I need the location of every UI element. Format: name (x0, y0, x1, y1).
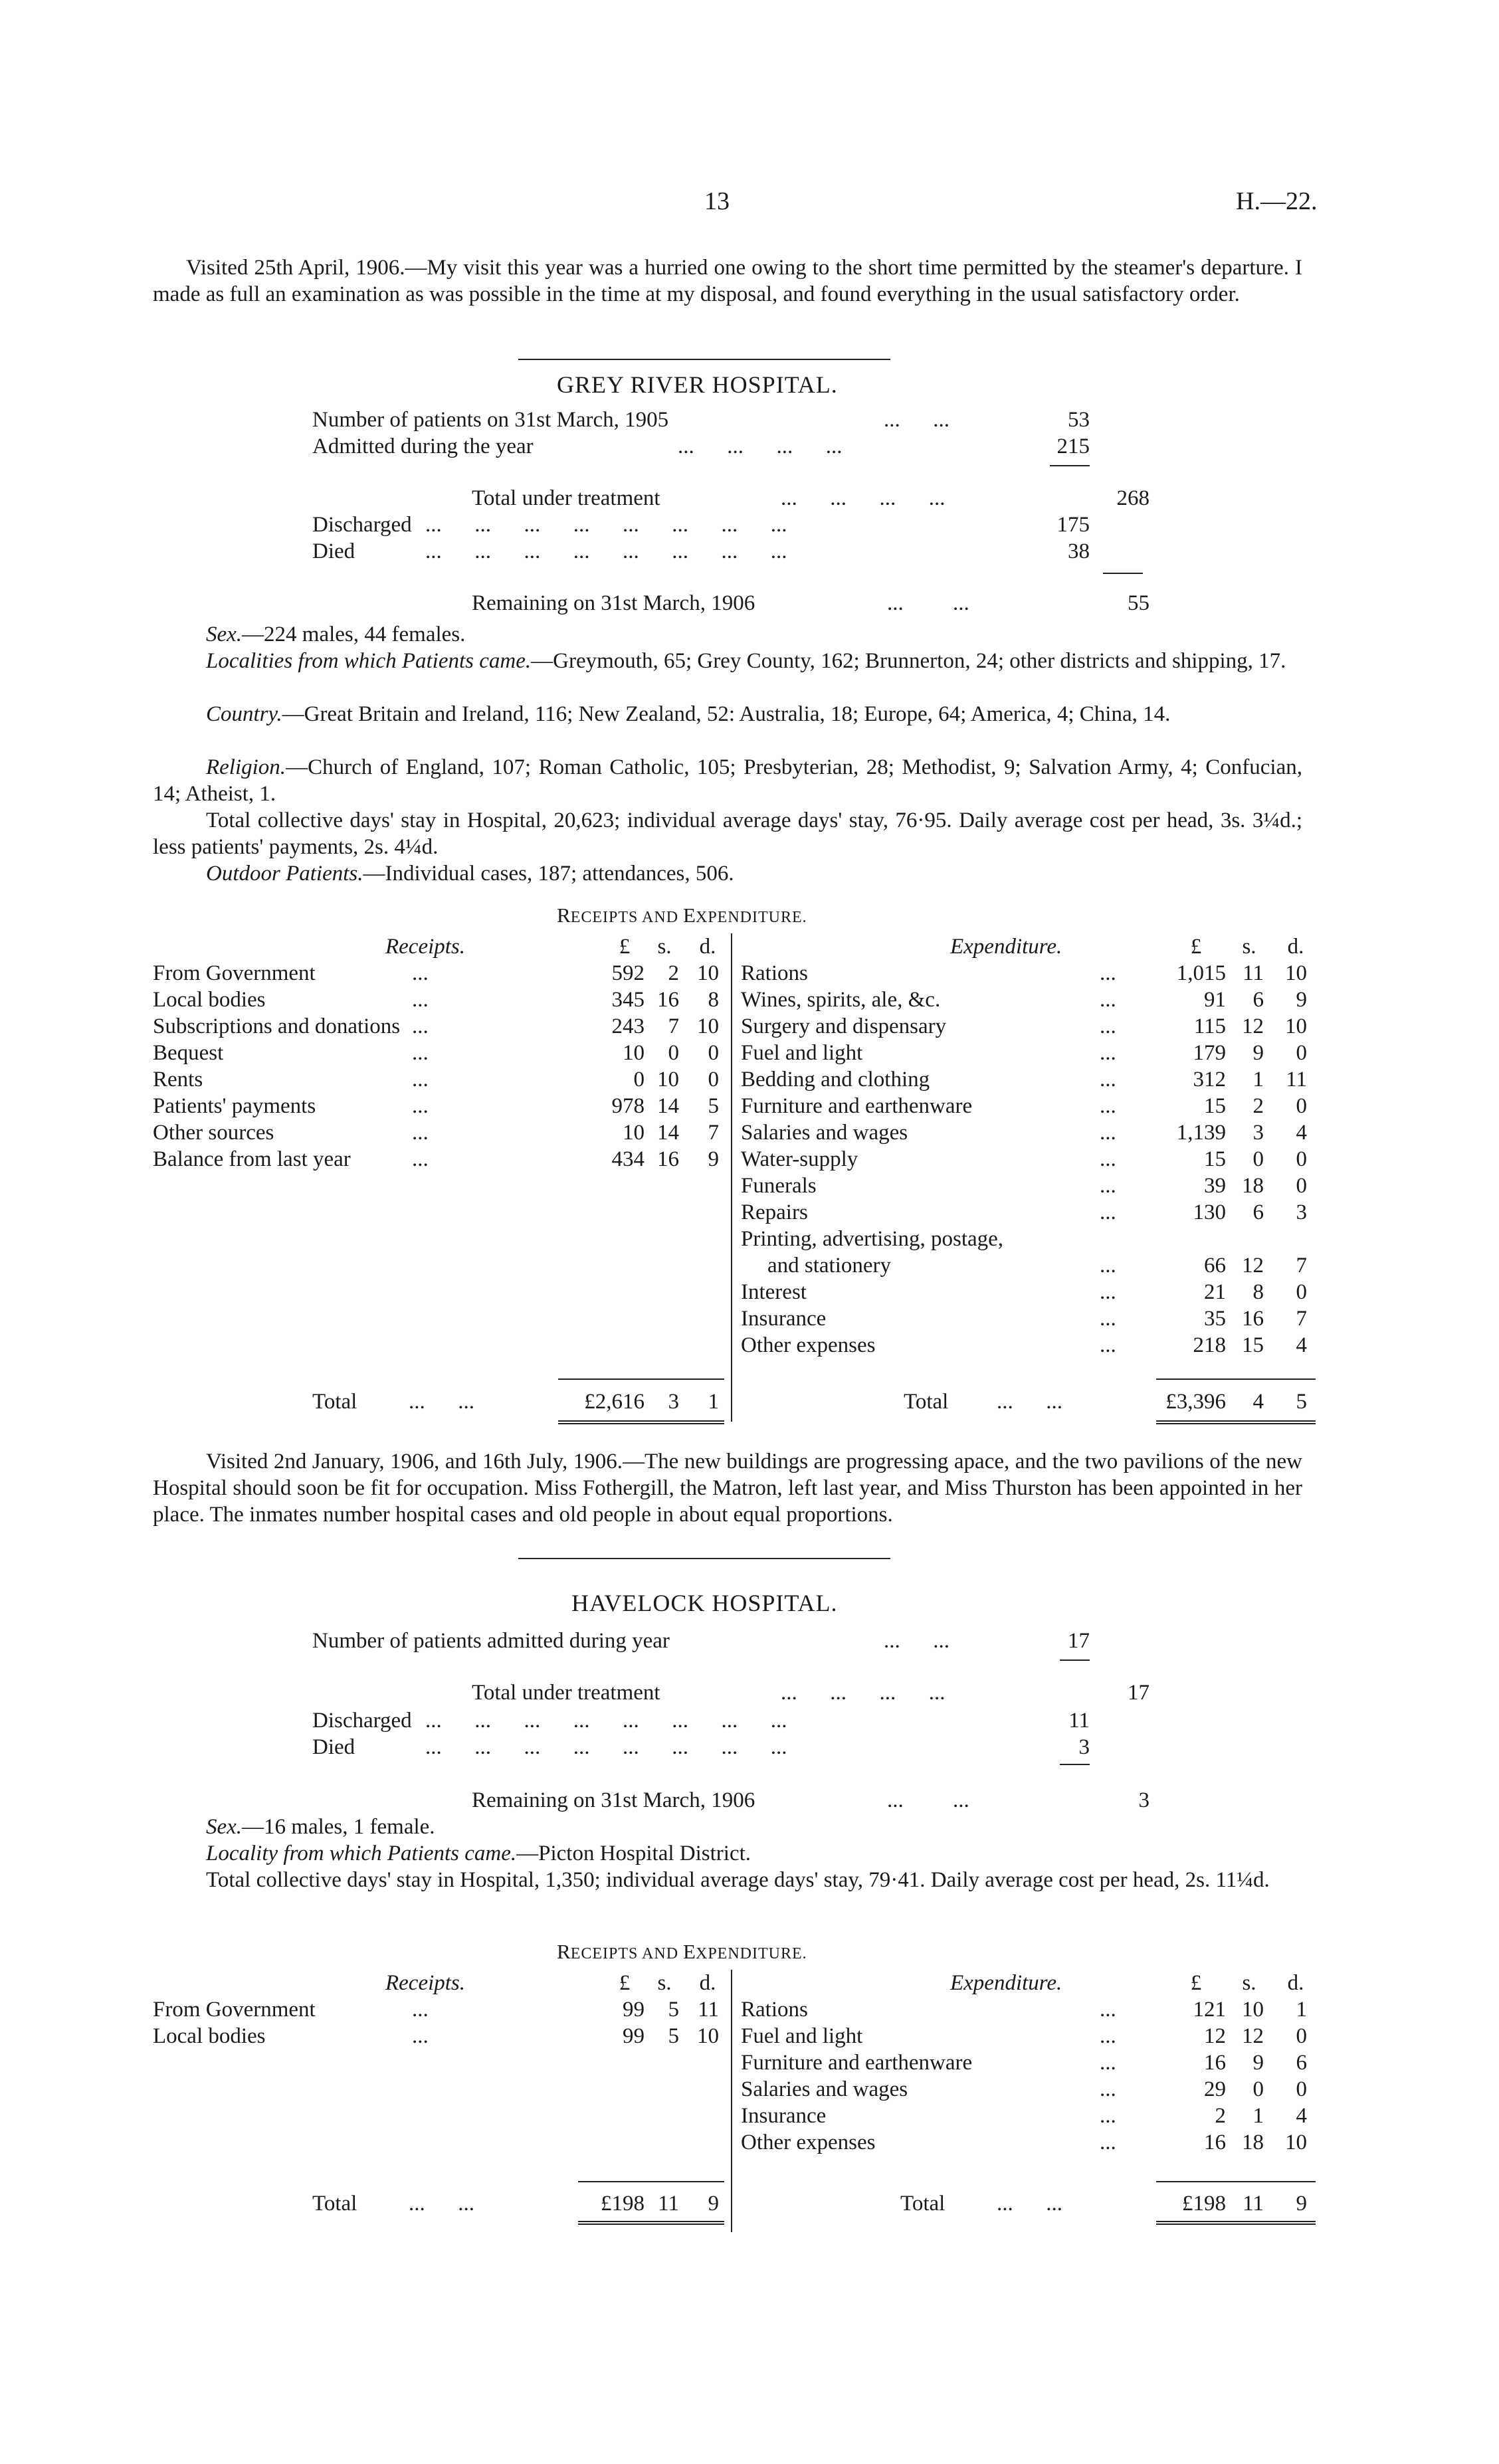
havelock-expenditure-col-pence: d. (1287, 1971, 1304, 1995)
grey-expenditure-row-shillings: 15 (1242, 1333, 1264, 1357)
havelock-expenditure-row-shillings: 0 (1252, 2077, 1264, 2101)
grey-expenditure-row-pounds: 1,015 (1176, 961, 1226, 985)
grey-expenditure-row-shillings: 6 (1252, 1200, 1264, 1224)
havelock-expenditure-row-label: Fuel and light (741, 2024, 863, 2048)
grey-expenditure-row-shillings: 3 (1252, 1121, 1264, 1145)
grey-expenditure-row-shillings: 12 (1242, 1254, 1264, 1278)
grey-expenditure-row-pence: 0 (1296, 1147, 1307, 1171)
grey-receipt-row-pounds: 10 (623, 1121, 645, 1145)
grey-expenditure-row-label: Printing, advertising, postage, (741, 1227, 1004, 1251)
grey-stat-label-on-31st: Number of patients on 31st March, 1905 (312, 408, 669, 432)
grey-expenditure-row-label: Wines, spirits, ale, &c. (741, 988, 941, 1012)
grey-receipt-row-pence: 5 (708, 1094, 719, 1118)
grey-expenditure-row-label: Water-supply (741, 1147, 858, 1171)
havelock-receipt-row-label: From Government (153, 1998, 316, 2022)
grey-receipt-row-pounds: 345 (611, 988, 645, 1012)
grey-expenditure-row-pence: 4 (1296, 1121, 1307, 1145)
grey-expenditure-row-shillings: 2 (1252, 1094, 1264, 1118)
havelock-receipt-row-pounds: 99 (623, 2024, 645, 2048)
havelock-expenditure-row-shillings: 1 (1252, 2104, 1264, 2128)
havelock-receipt-row-pounds: 99 (623, 1998, 645, 2022)
grey-receipt-row-pence: 0 (708, 1068, 719, 1091)
havelock-expenditure-row-pounds: 16 (1204, 2051, 1226, 2075)
havelock-expenditure-row-pounds: 16 (1204, 2131, 1226, 2154)
grey-expenditure-row-pounds: 218 (1193, 1333, 1226, 1357)
grey-stat-value-on-31st: 53 (1068, 408, 1090, 432)
grey-stat-label-remaining: Remaining on 31st March, 1906 (472, 591, 755, 615)
grey-expenditure-row-pounds: 15 (1204, 1094, 1226, 1118)
grey-expenditure-col-pence: d. (1287, 935, 1304, 959)
grey-receipt-row-shillings: 10 (657, 1068, 679, 1091)
grey-expenditure-total-pence: 5 (1296, 1390, 1307, 1414)
havelock-stat-value-died: 3 (1078, 1735, 1090, 1759)
havelock-expenditure-row-label: Rations (741, 1998, 808, 2022)
havelock-expenditure-row-label: Furniture and earthenware (741, 2051, 973, 2075)
havelock-expenditure-row-shillings: 12 (1242, 2024, 1264, 2048)
grey-stat-label-total: Total under treatment (472, 486, 660, 510)
grey-receipt-row-pence: 8 (708, 988, 719, 1012)
havelock-receipts-total-pounds: £198 (601, 2192, 645, 2216)
grey-receipt-row-pence: 9 (708, 1147, 719, 1171)
grey-expenditure-row-pence: 0 (1296, 1280, 1307, 1304)
havelock-stat-value-total: 17 (1128, 1681, 1149, 1705)
grey-expenditure-row-shillings: 11 (1243, 961, 1264, 985)
grey-expenditure-row-shillings: 6 (1252, 988, 1264, 1012)
grey-receipt-row-pence: 0 (708, 1041, 719, 1065)
havelock-receipts-col-shillings: s. (657, 1971, 672, 1995)
havelock-stat-value-discharged: 11 (1068, 1709, 1090, 1733)
grey-expenditure-row-pence: 0 (1296, 1094, 1307, 1118)
grey-receipt-row-shillings: 7 (668, 1014, 679, 1038)
grey-stat-value-discharged: 175 (1056, 513, 1090, 537)
havelock-sex-line: Sex.—16 males, 1 female. (206, 1815, 435, 1839)
grey-expenditure-row-pounds: 1,139 (1176, 1121, 1226, 1145)
grey-expenditure-total-label: Total (904, 1390, 949, 1414)
grey-expenditure-row-shillings: 8 (1252, 1280, 1264, 1304)
havelock-expenditure-row-label: Insurance (741, 2104, 827, 2128)
havelock-expenditure-row-shillings: 10 (1242, 1998, 1264, 2022)
grey-expenditure-heading: Expenditure. (950, 935, 1062, 959)
grey-expenditure-row-label: Insurance (741, 1307, 827, 1331)
grey-religion-paragraph: Religion.—Church of England, 107; Roman Catholic, 105; Presbyterian, 28; Methodist, 9; Salvation Army, 4; Confucian, 14; Atheist, 1. (153, 755, 1302, 806)
grey-expenditure-row-pence: 7 (1296, 1307, 1307, 1331)
grey-expenditure-row-pounds: 91 (1204, 988, 1226, 1012)
havelock-expenditure-col-pounds: £ (1190, 1971, 1202, 1995)
grey-expenditure-row-pounds: 130 (1193, 1200, 1226, 1224)
grey-receipts-heading: Receipts. (385, 935, 466, 959)
havelock-stat-value-admitted: 17 (1068, 1629, 1090, 1653)
grey-receipt-row-pounds: 243 (611, 1014, 645, 1038)
havelock-locality-line: Locality from which Patients came.—Picton Hospital District. (206, 1842, 751, 1865)
havelock-receipts-total-shillings: 11 (658, 2192, 679, 2216)
grey-expenditure-row-shillings: 0 (1252, 1147, 1264, 1171)
grey-receipts-col-pounds: £ (619, 935, 631, 959)
grey-receipts-col-pence: d. (699, 935, 716, 959)
grey-expenditure-row-label: Repairs (741, 1200, 808, 1224)
havelock-expenditure-row-label: Other expenses (741, 2131, 876, 2154)
grey-outdoor-line: Outdoor Patients.—Individual cases, 187; attendances, 506. (206, 862, 734, 886)
grey-receipts-total-pounds: £2,616 (584, 1390, 645, 1414)
grey-expenditure-row-label: Rations (741, 961, 808, 985)
grey-receipt-row-label: Other sources (153, 1121, 274, 1145)
grey-receipt-row-pence: 10 (697, 961, 719, 985)
grey-expenditure-row-pounds: 35 (1204, 1307, 1226, 1331)
havelock-expenditure-row-label: Salaries and wages (741, 2077, 908, 2101)
grey-receipt-row-label: Balance from last year (153, 1147, 351, 1171)
havelock-expenditure-total-pence: 9 (1296, 2192, 1307, 2216)
grey-expenditure-row-pounds: 312 (1193, 1068, 1226, 1091)
grey-receipt-row-pounds: 10 (623, 1041, 645, 1065)
grey-expenditure-row-label: Surgery and dispensary (741, 1014, 947, 1038)
grey-expenditure-row-shillings: 16 (1242, 1307, 1264, 1331)
havelock-receipts-total-label: Total (312, 2192, 357, 2216)
havelock-expenditure-row-shillings: 18 (1242, 2131, 1264, 2154)
grey-expenditure-row-shillings: 12 (1242, 1014, 1264, 1038)
havelock-stat-label-total: Total under treatment (472, 1681, 660, 1705)
page-number: 13 (704, 187, 730, 215)
havelock-expenditure-row-pounds: 12 (1204, 2024, 1226, 2048)
havelock-expenditure-row-pounds: 2 (1215, 2104, 1226, 2128)
grey-receipt-row-label: From Government (153, 961, 316, 985)
grey-receipt-row-label: Patients' payments (153, 1094, 316, 1118)
havelock-expenditure-row-pence: 0 (1296, 2024, 1307, 2048)
grey-expenditure-row-pence: 9 (1296, 988, 1307, 1012)
grey-expenditure-row-pounds: 115 (1193, 1014, 1226, 1038)
grey-expenditure-row-label: Bedding and clothing (741, 1068, 930, 1091)
grey-expenditure-row-pence: 7 (1296, 1254, 1307, 1278)
havelock-hospital-title: HAVELOCK HOSPITAL. (571, 1590, 838, 1616)
grey-expenditure-col-pounds: £ (1190, 935, 1202, 959)
havelock-expenditure-row-shillings: 9 (1252, 2051, 1264, 2075)
grey-receipt-row-pounds: 592 (611, 961, 645, 985)
grey-receipts-expenditure-title: RECEIPTS AND EXPENDITURE. (557, 903, 807, 927)
grey-expenditure-row-label: Interest (741, 1280, 807, 1304)
havelock-expenditure-total-shillings: 11 (1243, 2192, 1264, 2216)
havelock-stat-label-discharged: Discharged (312, 1709, 412, 1733)
havelock-stat-label-died: Died (312, 1735, 355, 1759)
grey-expenditure-row-pounds: 21 (1204, 1280, 1226, 1304)
grey-sex-line: Sex.—224 males, 44 females. (206, 622, 466, 646)
section-divider (518, 359, 890, 360)
havelock-expenditure-row-pence: 1 (1296, 1998, 1307, 2022)
havelock-expenditure-row-pounds: 121 (1193, 1998, 1226, 2022)
havelock-expenditure-heading: Expenditure. (950, 1971, 1062, 1995)
grey-expenditure-row-pence: 11 (1286, 1068, 1307, 1091)
grey-receipt-row-shillings: 14 (657, 1094, 679, 1118)
grey-receipt-row-shillings: 16 (657, 988, 679, 1012)
grey-localities-paragraph: Localities from which Patients came.—Greymouth, 65; Grey County, 162; Brunnerton, 24; other districts and shipping, 17. (206, 649, 1286, 673)
grey-receipts-total-shillings: 3 (668, 1390, 679, 1414)
havelock-expenditure-row-pence: 0 (1296, 2077, 1307, 2101)
grey-stat-value-total: 268 (1116, 486, 1149, 510)
grey-stay-paragraph: Total collective days' stay in Hospital, 20,623; individual average days' stay, 76·95. Daily average cost per head, 3s. 3¼d.; less patients' payments, 2s. 4¼d. (153, 808, 1302, 859)
grey-receipt-row-pounds: 434 (611, 1147, 645, 1171)
grey-expenditure-row-pence: 0 (1296, 1174, 1307, 1198)
grey-receipt-row-shillings: 16 (657, 1147, 679, 1171)
grey-receipt-row-pence: 7 (708, 1121, 719, 1145)
havelock-stat-label-remaining: Remaining on 31st March, 1906 (472, 1788, 755, 1812)
havelock-expenditure-row-pounds: 29 (1204, 2077, 1226, 2101)
grey-expenditure-row-pence: 10 (1285, 1014, 1307, 1038)
havelock-expenditure-col-shillings: s. (1242, 1971, 1256, 1995)
grey-expenditure-row-pence: 0 (1296, 1041, 1307, 1065)
grey-stat-label-discharged: Discharged (312, 513, 412, 537)
havelock-stat-value-remaining: 3 (1138, 1788, 1149, 1812)
grey-receipt-row-label: Subscriptions and donations (153, 1014, 401, 1038)
grey-expenditure-row-label: and stationery (767, 1254, 892, 1278)
grey-stat-value-remaining: 55 (1128, 591, 1149, 615)
grey-expenditure-row-label: Furniture and earthenware (741, 1094, 973, 1118)
havelock-receipts-col-pounds: £ (619, 1971, 631, 1995)
grey-expenditure-row-shillings: 18 (1242, 1174, 1264, 1198)
havelock-stay-paragraph: Total collective days' stay in Hospital, 1,350; individual average days' stay, 79·41. Daily average cost per head, 2s. 11¼d. (206, 1868, 1270, 1892)
grey-receipt-row-pence: 10 (697, 1014, 719, 1038)
havelock-receipt-row-pence: 10 (697, 2024, 719, 2048)
grey-expenditure-row-label: Fuel and light (741, 1041, 863, 1065)
grey-expenditure-row-pounds: 15 (1204, 1147, 1226, 1171)
havelock-expenditure-row-pence: 10 (1285, 2131, 1307, 2154)
havelock-receipt-row-shillings: 5 (668, 1998, 679, 2022)
grey-receipt-row-shillings: 14 (657, 1121, 679, 1145)
grey-expenditure-total-shillings: 4 (1252, 1390, 1264, 1414)
grey-expenditure-row-pence: 3 (1296, 1200, 1307, 1224)
grey-expenditure-row-label: Salaries and wages (741, 1121, 908, 1145)
document-reference: H.—22. (1236, 187, 1318, 215)
grey-receipt-row-label: Local bodies (153, 988, 266, 1012)
havelock-expenditure-total-label: Total (900, 2192, 946, 2216)
grey-stat-label-died: Died (312, 539, 355, 563)
grey-receipts-total-label: Total (312, 1390, 357, 1414)
grey-expenditure-col-shillings: s. (1242, 935, 1256, 959)
havelock-receipts-col-pence: d. (699, 1971, 716, 1995)
grey-receipt-row-pounds: 0 (633, 1068, 645, 1091)
grey-expenditure-total-pounds: £3,396 (1165, 1390, 1226, 1414)
intro-paragraph: Visited 25th April, 1906.—My visit this year was a hurried one owing to the short time permitted by the steamer's departure. I made as full an examination as was possible in the time at my disposal, and found everything in the usual satisfactory order. (153, 256, 1302, 306)
havelock-receipts-expenditure-title: RECEIPTS AND EXPENDITURE. (557, 1940, 807, 1963)
grey-expenditure-row-label: Other expenses (741, 1333, 876, 1357)
grey-stat-label-admitted: Admitted during the year (312, 434, 534, 458)
havelock-expenditure-row-pence: 4 (1296, 2104, 1307, 2128)
havelock-expenditure-row-pence: 6 (1296, 2051, 1307, 2075)
grey-expenditure-row-shillings: 9 (1252, 1041, 1264, 1065)
grey-receipt-row-label: Rents (153, 1068, 203, 1091)
havelock-stat-label-admitted: Number of patients admitted during year (312, 1629, 670, 1653)
havelock-receipt-row-label: Local bodies (153, 2024, 266, 2048)
grey-expenditure-row-pence: 10 (1285, 961, 1307, 985)
grey-expenditure-row-shillings: 1 (1252, 1068, 1264, 1091)
havelock-receipt-row-shillings: 5 (668, 2024, 679, 2048)
grey-receipts-total-pence: 1 (708, 1390, 719, 1414)
grey-receipt-row-label: Bequest (153, 1041, 224, 1065)
havelock-receipts-heading: Receipts. (385, 1971, 466, 1995)
grey-expenditure-row-pounds: 66 (1204, 1254, 1226, 1278)
grey-receipt-row-shillings: 2 (668, 961, 679, 985)
grey-country-paragraph: Country.—Great Britain and Ireland, 116; New Zealand, 52: Australia, 18; Europe, 64; America, 4; China, 14. (206, 702, 1171, 726)
grey-expenditure-row-pounds: 179 (1193, 1041, 1226, 1065)
grey-stat-value-admitted: 215 (1056, 434, 1090, 458)
grey-receipt-row-pounds: 978 (611, 1094, 645, 1118)
grey-expenditure-row-pence: 4 (1296, 1333, 1307, 1357)
grey-stat-value-died: 38 (1068, 539, 1090, 563)
grey-expenditure-row-pounds: 39 (1204, 1174, 1226, 1198)
section-divider (518, 1558, 890, 1559)
grey-receipt-row-shillings: 0 (668, 1041, 679, 1065)
grey-expenditure-row-label: Funerals (741, 1174, 817, 1198)
grey-river-hospital-title: GREY RIVER HOSPITAL. (557, 371, 838, 398)
grey-receipts-col-shillings: s. (657, 935, 672, 959)
havelock-receipt-row-pence: 11 (698, 1998, 719, 2022)
havelock-expenditure-total-pounds: £198 (1182, 2192, 1226, 2216)
grey-visit-paragraph: Visited 2nd January, 1906, and 16th July, 1906.—The new buildings are progressing apace, and the two pavilions of the new Hospital should soon be fit for occupation. Miss Fothergill, the Matron, left last year, and Miss Thurston has been appointed in her place. The inmates number hospital cases and old people in about equal proportions. (153, 1450, 1302, 1527)
havelock-receipts-total-pence: 9 (708, 2192, 719, 2216)
